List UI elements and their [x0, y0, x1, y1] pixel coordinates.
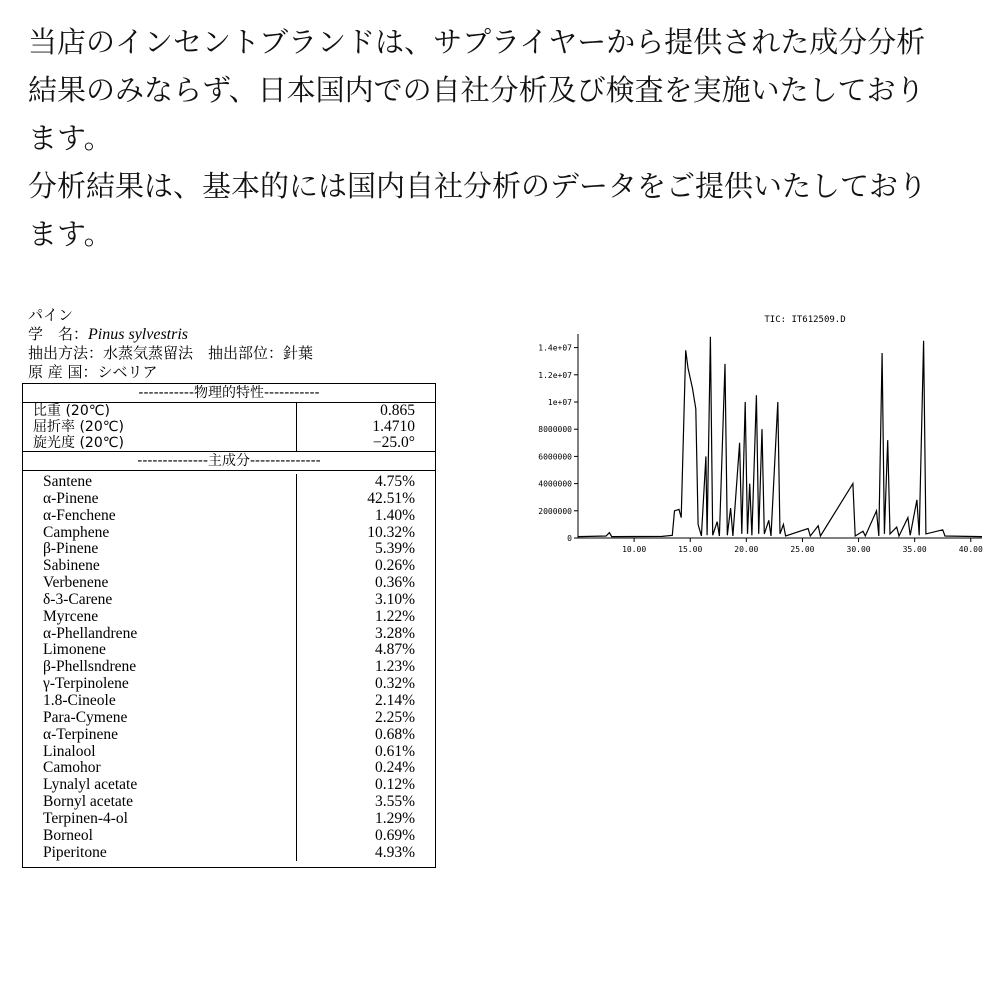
- physical-values: [297, 403, 435, 451]
- analysis-table: [22, 383, 436, 868]
- component-value: 10.32%: [367, 523, 415, 541]
- component-value: 0.26%: [374, 557, 415, 575]
- y-tick-label: 4000000: [538, 479, 572, 489]
- y-tick-label: 0: [567, 534, 572, 543]
- component-value: 0.68%: [374, 725, 415, 743]
- physical-section-title: -----------物理的特性-----------: [138, 385, 320, 401]
- component-value: 4.87%: [374, 641, 415, 659]
- component-value: 1.23%: [374, 658, 415, 676]
- component-value: 1.40%: [374, 506, 415, 524]
- component-name: Para-Cymene: [43, 708, 128, 726]
- component-name: Camohor: [43, 759, 101, 777]
- extraction-method: 抽出方法：水蒸気蒸留法 抽出部位：針葉: [28, 344, 314, 362]
- component-name: Piperitone: [43, 843, 107, 861]
- component-name: 1.8-Cineole: [43, 691, 116, 709]
- component-value: 1.22%: [374, 607, 415, 625]
- component-name: Myrcene: [43, 607, 99, 625]
- physical-labels: [23, 403, 297, 451]
- component-name: α-Fenchene: [43, 506, 116, 524]
- component-name: δ-3-Carene: [43, 590, 113, 608]
- chart-title: TIC: IT612509.D: [764, 315, 846, 325]
- x-tick-label: 35.00: [902, 545, 927, 554]
- physical-property-label: 比重 (20℃): [33, 403, 110, 419]
- component-value: 3.28%: [374, 624, 415, 642]
- intro-line: ます。: [28, 217, 113, 251]
- component-value: 3.55%: [374, 793, 415, 811]
- chromatogram-trace: [578, 337, 982, 537]
- x-tick-label: 25.00: [790, 545, 815, 554]
- physical-property-value: 0.865: [380, 402, 415, 419]
- x-tick-label: 40.00: [958, 545, 983, 554]
- spec-sheet: [22, 306, 436, 868]
- x-tick-label: 10.00: [622, 545, 647, 554]
- x-tick-label: 30.00: [846, 545, 871, 554]
- component-values: [297, 474, 435, 861]
- physical-property-label: 旋光度 (20℃): [33, 435, 124, 451]
- chromatogram-chart: [510, 306, 990, 556]
- component-name: Limonene: [43, 641, 106, 659]
- component-value: 4.75%: [374, 473, 415, 490]
- intro-line: 当店のインセントブランドは、サプライヤーから提供された成分分析: [28, 25, 926, 59]
- components-list: [23, 470, 435, 867]
- physical-property-label: 屈折率 (20℃): [33, 419, 124, 435]
- component-value: 0.61%: [374, 742, 415, 760]
- y-tick-label: 1.4e+07: [538, 343, 572, 353]
- physical-property-value: −25.0°: [372, 434, 415, 451]
- component-name: β-Pinene: [43, 540, 99, 558]
- component-name: Bornyl acetate: [43, 793, 133, 811]
- component-name: Sabinene: [43, 557, 100, 575]
- component-value: 0.32%: [374, 675, 415, 693]
- component-name: Borneol: [43, 826, 93, 844]
- component-name: α-Phellandrene: [43, 624, 138, 642]
- component-value: 2.14%: [374, 691, 415, 709]
- component-name: Lynalyl acetate: [43, 776, 138, 794]
- scientific-name-label: 学 名：: [28, 325, 89, 343]
- component-name: α-Pinene: [43, 489, 99, 507]
- x-tick-label: 20.00: [734, 545, 759, 554]
- intro-line: 結果のみならず、日本国内での自社分析及び検査を実施いたしており: [28, 73, 925, 107]
- component-value: 0.36%: [374, 574, 415, 592]
- component-value: 3.10%: [374, 590, 415, 608]
- y-tick-label: 2000000: [538, 506, 572, 516]
- component-name: Terpinen-4-ol: [43, 809, 128, 827]
- component-value: 4.93%: [374, 843, 415, 861]
- origin-country: 原 産 国：シベリア: [28, 363, 158, 381]
- component-name: Camphene: [43, 523, 110, 541]
- intro-line: 分析結果は、基本的には国内自社分析のデータをご提供いたしており: [28, 169, 928, 203]
- product-name: パイン: [28, 306, 74, 324]
- component-value: 0.12%: [374, 776, 415, 794]
- y-tick-label: 8000000: [538, 425, 572, 435]
- component-name: β-Phellsndrene: [43, 658, 137, 676]
- x-tick-label: 15.00: [678, 545, 703, 554]
- component-name: γ-Terpinolene: [43, 675, 129, 693]
- component-value: 42.51%: [367, 489, 415, 507]
- component-name: Santene: [43, 473, 93, 490]
- physical-property-value: 1.4710: [372, 418, 415, 435]
- component-value: 1.29%: [374, 809, 415, 827]
- scientific-name-line: [22, 325, 436, 344]
- component-name: Verbenene: [43, 574, 109, 592]
- intro-text: [28, 18, 978, 258]
- y-tick-label: 1.2e+07: [538, 370, 572, 380]
- component-value: 2.25%: [374, 708, 415, 726]
- physical-properties: [23, 402, 435, 452]
- intro-line: ます。: [28, 121, 113, 155]
- component-value: 5.39%: [374, 540, 415, 558]
- scientific-name: Pinus sylvestris: [88, 326, 189, 343]
- component-name: Linalool: [43, 742, 96, 760]
- component-value: 0.69%: [374, 826, 415, 844]
- chart-ticks: [538, 344, 983, 554]
- component-value: 0.24%: [374, 759, 415, 777]
- y-tick-label: 1e+07: [547, 398, 572, 407]
- component-name: α-Terpinene: [43, 725, 119, 743]
- y-tick-label: 6000000: [538, 452, 572, 462]
- component-names: [23, 474, 297, 861]
- components-section-title: --------------主成分--------------: [137, 453, 321, 469]
